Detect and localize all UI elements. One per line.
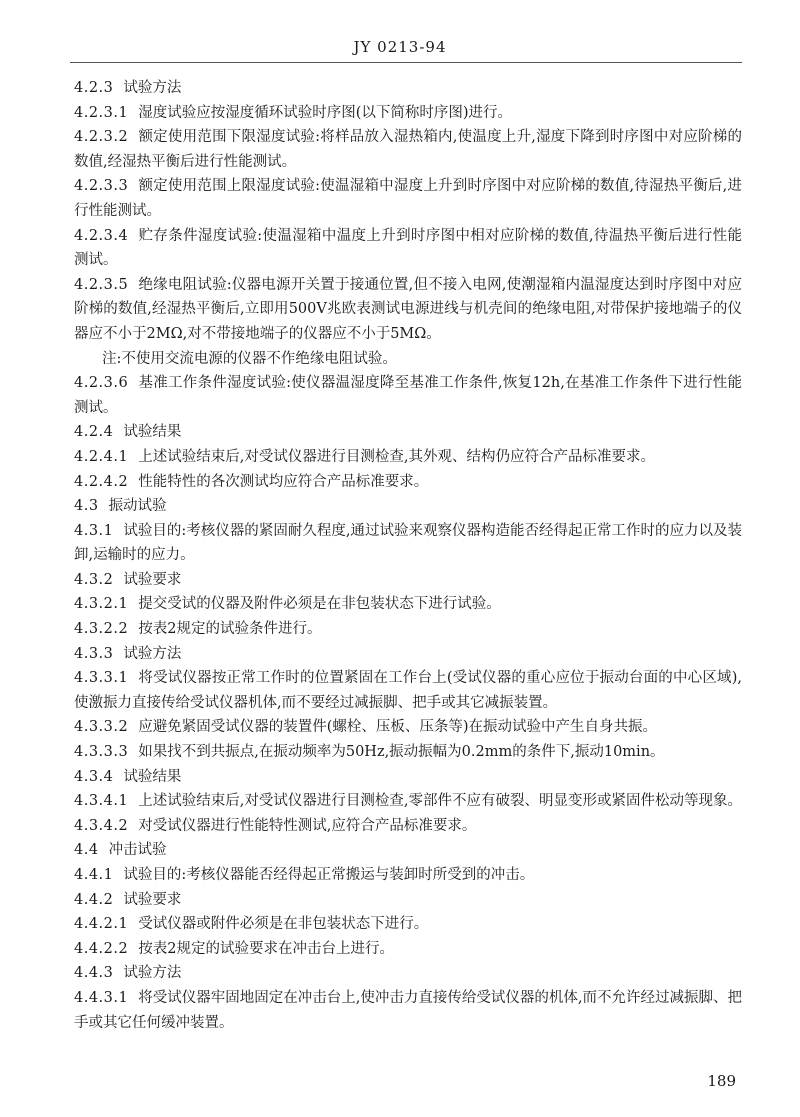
clause-text: 湿度试验应按湿度循环试验时序图(以下简称时序图)进行。 (138, 104, 513, 121)
clause-number: 4.2.4.1 (74, 448, 129, 465)
clause-text: 基准工作条件湿度试验:使仪器温湿度降至基准工作条件,恢复12h,在基准工作条件下进行性能测试。 (74, 375, 742, 416)
clause-text: 受试仪器或附件必须是在非包装状态下进行。 (138, 916, 429, 933)
clause-number: 4.2.3.4 (74, 227, 129, 244)
clause-text: 试验结果 (123, 424, 182, 441)
document-header-code: JY 0213-94 (353, 38, 447, 56)
clause-number: 4.4.1 (74, 867, 114, 883)
clause-number: 4.2.3.5 (74, 276, 129, 293)
clause-text: 试验要求 (123, 891, 182, 908)
clause-paragraph (74, 863, 742, 888)
clause-number: 4.3.3 (74, 645, 114, 662)
clause-number: 4.4.3.1 (74, 989, 129, 1006)
clause-paragraph (74, 470, 742, 495)
clause-number: 4.3.2.1 (74, 596, 129, 613)
clause-text: 绝缘电阻试验:仪器电源开关置于接通位置,但不接入电网,使潮湿箱内温湿度达到时序图中对应阶梯的数值,经湿热平衡后,立即用500V兆欧表测试电源进线与机壳间的绝缘电阻,对带保护接地端子的仪器应不小于2MΩ,对不带接地端子的仪器应不小于5MΩ。 (74, 276, 742, 342)
clause-paragraph (74, 986, 742, 1035)
clause-number: 4.3.4.1 (74, 793, 129, 810)
clause-paragraph (74, 592, 742, 617)
clause-text: 试验方法 (123, 965, 182, 982)
clause-paragraph (74, 814, 742, 839)
clause-paragraph (74, 568, 742, 593)
clause-number: 4.4.2.2 (74, 940, 129, 957)
clause-text: 额定使用范围上限湿度试验:使温湿箱中湿度上升到时序图中对应阶梯的数值,待湿热平衡后,进行性能测试。 (74, 178, 742, 219)
clause-text: 按表2规定的试验要求在冲击台上进行。 (138, 940, 394, 957)
clause-text: 提交受试的仪器及附件必须是在非包装状态下进行试验。 (138, 596, 501, 613)
clause-text: 性能特性的各次测试均应符合产品标准要求。 (138, 473, 429, 490)
clause-paragraph (74, 174, 742, 223)
clause-paragraph (74, 888, 742, 913)
clause-text: 试验结果 (123, 768, 182, 785)
clause-number: 4.4.3 (74, 965, 114, 982)
clause-number: 4.3.2 (74, 571, 114, 588)
clause-paragraph (74, 494, 742, 519)
clause-paragraph (74, 961, 742, 986)
clause-text: 对受试仪器进行性能特性测试,应符合产品标准要求。 (138, 817, 477, 834)
clause-text: 如果找不到共振点,在振动频率为50Hz,振动振幅为0.2mm的条件下,振动10min。 (138, 744, 665, 761)
clause-text: 将受试仪器按正常工作时的位置紧固在工作台上(受试仪器的重心应位于振动台面的中心区域),使激振力直接传给受试仪器机体,而不要经过减振脚、把手或其它减振装置。 (74, 670, 742, 711)
clause-paragraph (74, 740, 742, 765)
page-number: 189 (707, 1072, 736, 1090)
clause-text: 试验方法 (123, 80, 182, 96)
clause-number: 4.3.2.2 (74, 621, 129, 638)
clause-number: 4.2.3.2 (74, 129, 129, 146)
clause-paragraph (74, 715, 742, 740)
clause-paragraph (74, 617, 742, 642)
clause-number: 4.3.3.1 (74, 670, 129, 687)
clause-text: 应避免紧固受试仪器的装置件(螺栓、压板、压条等)在振动试验中产生自身共振。 (138, 719, 658, 736)
clause-number: 4.4.2.1 (74, 916, 129, 933)
clause-number: 4.2.4.2 (74, 473, 129, 490)
clause-text: 振动试验 (108, 498, 167, 515)
clause-paragraph (74, 273, 742, 347)
clause-number: 4.2.3.6 (74, 375, 129, 392)
clause-paragraph (74, 76, 742, 101)
clause-text: 贮存条件湿度试验:使温湿箱中温度上升到时序图中相对应阶梯的数值,待温热平衡后进行性能测试。 (74, 227, 742, 269)
clause-number: 4.2.3.1 (74, 104, 129, 121)
clause-paragraph (74, 371, 742, 420)
clause-number: 4.4 (74, 842, 99, 859)
clause-text: 试验目的:考核仪器的紧固耐久程度,通过试验来观察仪器构造能否经得起正常工作时的应力以及装卸,运输时的应力。 (74, 522, 742, 564)
clause-paragraph (74, 101, 742, 126)
clause-paragraph (74, 519, 742, 568)
clause-text: 试验要求 (123, 571, 182, 588)
clause-text: 冲击试验 (108, 842, 167, 859)
clause-paragraph (74, 838, 742, 863)
clause-number: 4.2.3.3 (74, 178, 129, 195)
clause-text: 按表2规定的试验条件进行。 (138, 621, 322, 638)
clause-paragraph (74, 125, 742, 174)
clause-number: 4.2.4 (74, 424, 114, 441)
clause-paragraph (74, 224, 742, 273)
note-paragraph (74, 347, 742, 372)
clause-number: 4.4.2 (74, 891, 114, 908)
clause-text: 试验目的:考核仪器能否经得起正常搬运与装卸时所受到的冲击。 (123, 867, 535, 883)
header-rule (70, 62, 742, 63)
clause-number: 4.3.3.3 (74, 744, 129, 761)
clause-number: 4.3.4.2 (74, 817, 129, 834)
clause-paragraph (74, 420, 742, 445)
clause-text: 试验方法 (123, 645, 182, 662)
clause-text: 额定使用范围下限湿度试验:将样品放入湿热箱内,使温度上升,湿度下降到时序图中对应阶梯的数值,经湿热平衡后进行性能测试。 (74, 129, 742, 170)
clause-paragraph (74, 789, 742, 814)
clause-paragraph (74, 765, 742, 790)
clause-paragraph (74, 937, 742, 962)
clause-number: 4.3.1 (74, 522, 114, 539)
clause-paragraph (74, 912, 742, 937)
clause-number: 4.3 (74, 498, 99, 515)
clause-number: 4.2.3 (74, 80, 114, 96)
document-body (74, 76, 742, 1035)
clause-text: 将受试仪器牢固地固定在冲击台上,使冲击力直接传给受试仪器的机体,而不允许经过减振脚、把手或其它任何缓冲装置。 (74, 989, 742, 1031)
clause-text: 注:不使用交流电源的仪器不作绝缘电阻试验。 (102, 350, 397, 367)
clause-paragraph (74, 666, 742, 715)
clause-paragraph (74, 445, 742, 470)
clause-text: 上述试验结束后,对受试仪器进行目测检查,其外观、结构仍应符合产品标准要求。 (138, 448, 655, 465)
clause-text: 上述试验结束后,对受试仪器进行目测检查,零部件不应有破裂、明显变形或紧固件松动等现象。 (138, 793, 742, 810)
clause-number: 4.3.4 (74, 768, 114, 785)
clause-number: 4.3.3.2 (74, 719, 129, 736)
clause-paragraph (74, 642, 742, 667)
